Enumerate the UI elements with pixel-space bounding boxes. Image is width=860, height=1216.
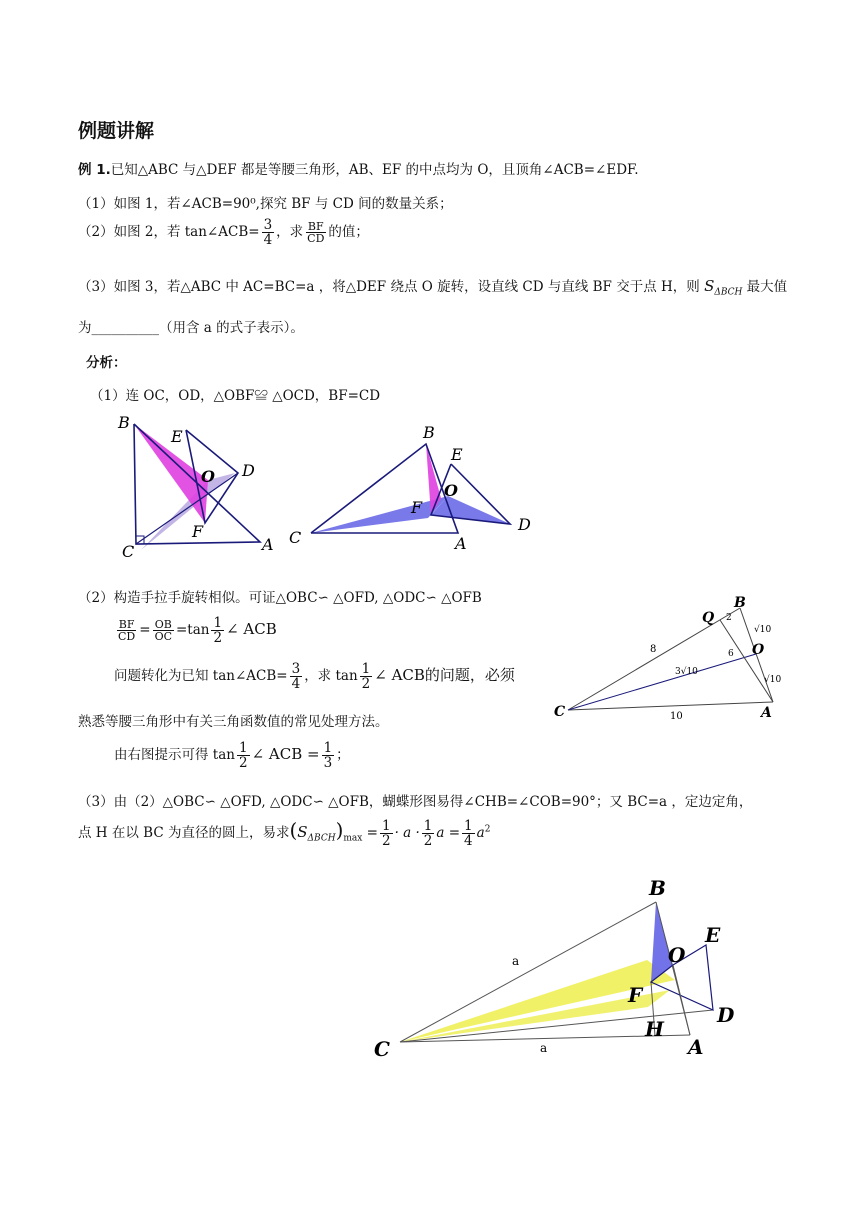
max-subscript: max: [343, 833, 363, 844]
p7-text: 点 H 在以 BC 为直径的圆上，易求: [78, 825, 290, 841]
fraction: [116, 619, 137, 643]
point-label-q: Q: [702, 610, 715, 626]
p7-text: a =: [436, 825, 461, 841]
frac-den: 4: [291, 676, 301, 693]
fraction: [290, 662, 303, 691]
question-2: [78, 218, 369, 247]
frac-num: 1: [381, 817, 391, 834]
q2-text: ，求: [276, 224, 304, 241]
point-label-d: D: [242, 461, 255, 480]
p3-text: 问题转化为已知 tan∠ACB=: [114, 668, 288, 685]
fraction: [360, 662, 373, 691]
point-label-o: O: [752, 642, 765, 658]
length-label: 8: [650, 644, 657, 655]
point-label-b: B: [734, 595, 746, 611]
q3-text: （3）如图 3，若△ABC 中 AC=BC=a ，将△DEF 绕点 O 旋转，设直线 CD 与直线 BF 交于点 H，则: [78, 279, 700, 295]
point-label-d: D: [518, 515, 531, 534]
analysis-part-2: （2）构造手拉手旋转相似。可证△OBC∽ △OFD, △ODC∽ △OFB: [78, 590, 482, 606]
figure-hint: [550, 592, 800, 722]
area-symbol: S: [297, 823, 308, 841]
ratio-equation: [114, 616, 277, 645]
point-label-o: O: [668, 943, 686, 967]
point-label-b: B: [118, 413, 130, 432]
example-label: 例 1.: [78, 162, 111, 178]
frac-num: 1: [238, 740, 248, 756]
length-label-ca: a: [540, 1041, 548, 1055]
p5-text: ；: [336, 747, 350, 764]
analysis-label: 分析：: [86, 355, 127, 371]
analysis-part-1: （1）连 OC，OD，△OBF≌ △OCD，BF=CD: [90, 388, 381, 404]
p7-text: · a ·: [394, 825, 420, 841]
example-stem-text: 已知△ABC 与△DEF 都是等腰三角形，AB、EF 的中点均为 O，且顶角∠ACB=∠EDF.: [110, 162, 639, 178]
fraction: [153, 619, 174, 643]
frac-num: 3: [291, 661, 301, 677]
analysis-part-5: [114, 741, 350, 770]
point-label-c: C: [554, 704, 566, 720]
frac-num: 1: [423, 817, 433, 834]
shaded-triangle-ocb: [311, 496, 448, 533]
point-label-e: E: [451, 445, 463, 464]
fraction: [262, 218, 275, 247]
frac-den: CD: [118, 630, 136, 644]
frac-num: 3: [263, 217, 273, 233]
fraction: [422, 819, 435, 848]
fraction: [237, 741, 250, 770]
p3-text: ，求 tan: [304, 668, 358, 685]
point-label-c: C: [122, 542, 135, 560]
point-label-a: A: [688, 1035, 704, 1059]
frac-den: 3: [323, 755, 333, 772]
equals: =: [139, 622, 151, 639]
length-label: 10: [670, 711, 683, 722]
p5-text: 由右图提示可得 tan: [114, 747, 235, 764]
p3-text: ∠ ACB的问题，必须: [374, 666, 515, 685]
fraction: [305, 221, 326, 245]
q2-text: 的值；: [328, 224, 369, 241]
frac-den: 2: [238, 755, 248, 772]
p5-text: ∠ ACB =: [251, 745, 320, 764]
frac-num: OB: [154, 617, 172, 631]
point-label-f: F: [628, 983, 643, 1007]
question-1: （1）如图 1，若∠ACB=90⁰,探究 BF 与 CD 间的数量关系；: [78, 196, 453, 212]
point-label-a: A: [262, 535, 274, 554]
length-label: √10: [764, 675, 782, 685]
p7-text: a: [476, 825, 485, 841]
point-label-a: A: [455, 534, 467, 553]
shaded-triangle-obf: [651, 902, 673, 982]
frac-den: 2: [423, 833, 433, 849]
section-heading: 例题讲解: [78, 120, 155, 142]
equals: =: [366, 825, 378, 841]
point-label-a: A: [761, 705, 772, 721]
point-label-d: D: [717, 1003, 735, 1027]
frac-num: BF: [118, 617, 135, 631]
point-label-f: F: [411, 498, 423, 517]
frac-den: 2: [361, 676, 371, 693]
segment-oa: [673, 965, 690, 1035]
frac-num: 1: [464, 817, 473, 834]
area-subscript: ΔBCH: [307, 833, 336, 844]
tan-text: =tan: [176, 622, 210, 639]
fraction: [380, 819, 393, 848]
length-label-bc: a: [512, 954, 520, 968]
frac-num: 1: [361, 661, 371, 677]
length-label: √10: [754, 625, 772, 635]
analysis-part-7: 点 H 在以 BC 为直径的圆上，易求$(S_{\Delta BCH})_{max}$ = $\frac{1}{2}$ · a · $\frac{1}{2}$ a = $\frac{1}{4}$ $a^2$: [78, 817, 491, 849]
frac-den: 2: [213, 630, 223, 647]
point-label-h: H: [645, 1017, 664, 1041]
frac-den: OC: [154, 630, 172, 644]
segment-ca: [568, 702, 773, 710]
q2-text: （2）如图 2，若 tan∠ACB=: [78, 224, 260, 241]
point-label-o: O: [444, 481, 458, 500]
example-stem: [78, 158, 639, 178]
length-label: 3√10: [675, 667, 698, 677]
frac-den: 4: [464, 833, 473, 849]
frac-den: 2: [381, 833, 391, 849]
analysis-part-6: （3）由（2）△OBC∽ △OFD, △ODC∽ △OFB，蝴蝶形图易得∠CHB=∠COB=90°；又 BC=a ，定边定角，: [78, 794, 753, 810]
frac-num: 1: [323, 740, 333, 756]
frac-den: 4: [263, 232, 273, 249]
point-label-o: O: [201, 467, 215, 486]
length-label: 2: [726, 613, 732, 623]
figure-3: [370, 870, 750, 1070]
area-subscript: ΔBCH: [714, 287, 743, 298]
exponent: 2: [484, 824, 491, 835]
figure-2: [283, 418, 543, 558]
question-3-line2: 为__________（用含 a 的式子表示）。: [78, 320, 304, 336]
figure-1: [108, 410, 288, 560]
fraction: [211, 616, 224, 645]
point-label-b: B: [649, 876, 666, 900]
frac-den: CD: [307, 232, 325, 246]
q3-text: 最大值: [746, 279, 788, 295]
analysis-part-3: [114, 662, 515, 691]
point-label-c: C: [289, 528, 302, 547]
segment-co: [568, 654, 756, 710]
length-label: 6: [728, 649, 734, 659]
frac-num: 1: [213, 615, 223, 631]
area-symbol: S: [704, 277, 715, 295]
frac-num: BF: [307, 219, 324, 233]
point-label-c: C: [374, 1037, 390, 1061]
point-label-f: F: [192, 522, 204, 541]
point-label-b: B: [423, 423, 435, 442]
point-label-e: E: [705, 923, 721, 947]
question-3: [78, 275, 787, 298]
angle-text: ∠ ACB: [226, 620, 277, 639]
point-label-e: E: [171, 427, 183, 446]
fraction: [322, 741, 335, 770]
analysis-part-4: 熟悉等腰三角形中有关三角函数值的常见处理方法。: [78, 714, 389, 730]
fraction: [462, 819, 475, 848]
